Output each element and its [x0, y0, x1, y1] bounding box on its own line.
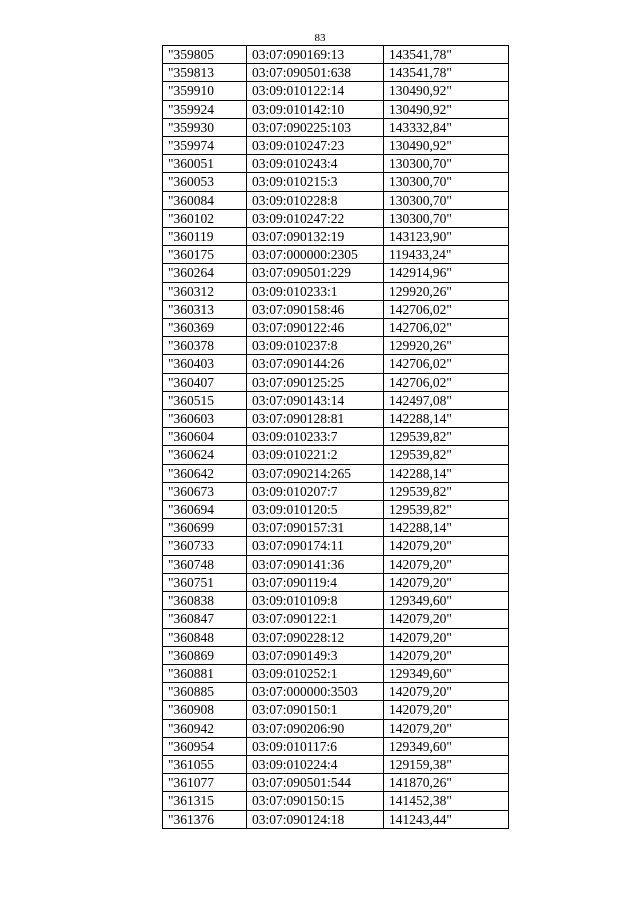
table-row [163, 646, 509, 664]
cadastral-number-cell: 03:07:090158:46 [247, 300, 384, 318]
row-id-cell: "359813 [163, 64, 247, 82]
row-id-cell: "360881 [163, 664, 247, 682]
amount-cell: 129349,60" [384, 592, 509, 610]
row-id-cell: "361055 [163, 755, 247, 773]
cadastral-number-cell: 03:09:010247:23 [247, 137, 384, 155]
row-id-cell: "361376 [163, 810, 247, 828]
table-row [163, 792, 509, 810]
cadastral-number-cell: 03:09:010247:22 [247, 209, 384, 227]
table-row [163, 664, 509, 682]
table-row [163, 64, 509, 82]
row-id-cell: "359910 [163, 82, 247, 100]
row-id-cell: "360869 [163, 646, 247, 664]
amount-cell: 142706,02" [384, 319, 509, 337]
table-row [163, 446, 509, 464]
amount-cell: 130490,92" [384, 137, 509, 155]
amount-cell: 129539,82" [384, 482, 509, 500]
table-row [163, 519, 509, 537]
table-row [163, 118, 509, 136]
amount-cell: 129539,82" [384, 446, 509, 464]
amount-cell: 142288,14" [384, 519, 509, 537]
amount-cell: 142288,14" [384, 410, 509, 428]
cadastral-number-cell: 03:07:090149:3 [247, 646, 384, 664]
row-id-cell: "360407 [163, 373, 247, 391]
table-row [163, 337, 509, 355]
cadastral-number-cell: 03:07:090122:46 [247, 319, 384, 337]
amount-cell: 142706,02" [384, 373, 509, 391]
amount-cell: 129349,60" [384, 664, 509, 682]
table-row [163, 464, 509, 482]
row-id-cell: "360885 [163, 683, 247, 701]
cadastral-number-cell: 03:07:090225:103 [247, 118, 384, 136]
cadastral-number-cell: 03:07:090143:14 [247, 391, 384, 409]
row-id-cell: "360102 [163, 209, 247, 227]
amount-cell: 130490,92" [384, 100, 509, 118]
cadastral-number-cell: 03:07:090501:229 [247, 264, 384, 282]
cadastral-number-cell: 03:09:010109:8 [247, 592, 384, 610]
cadastral-number-cell: 03:09:010243:4 [247, 155, 384, 173]
table-row [163, 719, 509, 737]
table-row [163, 137, 509, 155]
row-id-cell: "360748 [163, 555, 247, 573]
amount-cell: 142079,20" [384, 719, 509, 737]
amount-cell: 141452,38" [384, 792, 509, 810]
amount-cell: 142497,08" [384, 391, 509, 409]
row-id-cell: "360908 [163, 701, 247, 719]
amount-cell: 143123,90" [384, 228, 509, 246]
row-id-cell: "360624 [163, 446, 247, 464]
cadastral-number-cell: 03:07:090122:1 [247, 610, 384, 628]
amount-cell: 142079,20" [384, 555, 509, 573]
amount-cell: 143332,84" [384, 118, 509, 136]
row-id-cell: "360604 [163, 428, 247, 446]
cadastral-number-cell: 03:09:010122:14 [247, 82, 384, 100]
row-id-cell: "360313 [163, 300, 247, 318]
table-row [163, 300, 509, 318]
amount-cell: 130490,92" [384, 82, 509, 100]
cadastral-number-cell: 03:07:000000:2305 [247, 246, 384, 264]
cadastral-number-cell: 03:09:010117:6 [247, 737, 384, 755]
row-id-cell: "360053 [163, 173, 247, 191]
row-id-cell: "360603 [163, 410, 247, 428]
cadastral-number-cell: 03:07:090169:13 [247, 46, 384, 64]
cadastral-number-cell: 03:09:010233:1 [247, 282, 384, 300]
table-row [163, 410, 509, 428]
table-row [163, 282, 509, 300]
table-row [163, 373, 509, 391]
amount-cell: 129349,60" [384, 737, 509, 755]
table-row [163, 537, 509, 555]
table-row [163, 264, 509, 282]
amount-cell: 143541,78" [384, 46, 509, 64]
row-id-cell: "360378 [163, 337, 247, 355]
amount-cell: 129539,82" [384, 428, 509, 446]
cadastral-number-cell: 03:07:090150:1 [247, 701, 384, 719]
row-id-cell: "360699 [163, 519, 247, 537]
amount-cell: 142706,02" [384, 300, 509, 318]
row-id-cell: "359805 [163, 46, 247, 64]
cadastral-number-cell: 03:09:010237:8 [247, 337, 384, 355]
table-body [163, 46, 509, 829]
row-id-cell: "360694 [163, 501, 247, 519]
cadastral-number-cell: 03:09:010221:2 [247, 446, 384, 464]
amount-cell: 130300,70" [384, 209, 509, 227]
cadastral-number-cell: 03:09:010233:7 [247, 428, 384, 446]
cadastral-number-cell: 03:07:090174:11 [247, 537, 384, 555]
amount-cell: 141243,44" [384, 810, 509, 828]
table-row [163, 774, 509, 792]
cadastral-number-cell: 03:07:090119:4 [247, 573, 384, 591]
row-id-cell: "360642 [163, 464, 247, 482]
row-id-cell: "360051 [163, 155, 247, 173]
cadastral-number-cell: 03:07:090124:18 [247, 810, 384, 828]
amount-cell: 119433,24" [384, 246, 509, 264]
table-row [163, 155, 509, 173]
row-id-cell: "360369 [163, 319, 247, 337]
row-id-cell: "360673 [163, 482, 247, 500]
table-row [163, 683, 509, 701]
table-row [163, 592, 509, 610]
table-row [163, 82, 509, 100]
amount-cell: 142079,20" [384, 628, 509, 646]
amount-cell: 141870,26" [384, 774, 509, 792]
cadastral-number-cell: 03:09:010228:8 [247, 191, 384, 209]
row-id-cell: "361315 [163, 792, 247, 810]
cadastral-number-cell: 03:07:090228:12 [247, 628, 384, 646]
row-id-cell: "360848 [163, 628, 247, 646]
row-id-cell: "360847 [163, 610, 247, 628]
table-row [163, 482, 509, 500]
table-row [163, 355, 509, 373]
amount-cell: 130300,70" [384, 191, 509, 209]
amount-cell: 129920,26" [384, 337, 509, 355]
cadastral-number-cell: 03:07:090141:36 [247, 555, 384, 573]
table-row [163, 701, 509, 719]
table-row [163, 573, 509, 591]
cadastral-number-cell: 03:07:090144:26 [247, 355, 384, 373]
cadastral-number-cell: 03:09:010224:4 [247, 755, 384, 773]
row-id-cell: "360119 [163, 228, 247, 246]
cadastral-number-cell: 03:07:090150:15 [247, 792, 384, 810]
amount-cell: 142079,20" [384, 537, 509, 555]
row-id-cell: "360084 [163, 191, 247, 209]
cadastral-number-cell: 03:09:010142:10 [247, 100, 384, 118]
amount-cell: 142288,14" [384, 464, 509, 482]
data-table [162, 45, 509, 829]
row-id-cell: "360942 [163, 719, 247, 737]
amount-cell: 130300,70" [384, 155, 509, 173]
amount-cell: 143541,78" [384, 64, 509, 82]
table-row [163, 810, 509, 828]
table-row [163, 501, 509, 519]
row-id-cell: "361077 [163, 774, 247, 792]
row-id-cell: "360403 [163, 355, 247, 373]
row-id-cell: "360838 [163, 592, 247, 610]
amount-cell: 142079,20" [384, 573, 509, 591]
cadastral-number-cell: 03:07:090501:638 [247, 64, 384, 82]
amount-cell: 142079,20" [384, 610, 509, 628]
cadastral-number-cell: 03:07:090206:90 [247, 719, 384, 737]
table-row [163, 246, 509, 264]
cadastral-number-cell: 03:07:090125:25 [247, 373, 384, 391]
table-row [163, 428, 509, 446]
row-id-cell: "360264 [163, 264, 247, 282]
row-id-cell: "360515 [163, 391, 247, 409]
table-row [163, 737, 509, 755]
row-id-cell: "359930 [163, 118, 247, 136]
table-row [163, 191, 509, 209]
table-row [163, 391, 509, 409]
cadastral-number-cell: 03:07:090132:19 [247, 228, 384, 246]
amount-cell: 142079,20" [384, 683, 509, 701]
cadastral-number-cell: 03:07:090501:544 [247, 774, 384, 792]
amount-cell: 129920,26" [384, 282, 509, 300]
table-row [163, 319, 509, 337]
amount-cell: 142079,20" [384, 646, 509, 664]
cadastral-number-cell: 03:07:090128:81 [247, 410, 384, 428]
amount-cell: 130300,70" [384, 173, 509, 191]
table-row [163, 755, 509, 773]
table-row [163, 173, 509, 191]
row-id-cell: "360751 [163, 573, 247, 591]
row-id-cell: "360312 [163, 282, 247, 300]
row-id-cell: "360175 [163, 246, 247, 264]
cadastral-number-cell: 03:07:000000:3503 [247, 683, 384, 701]
cadastral-number-cell: 03:07:090214:265 [247, 464, 384, 482]
row-id-cell: "359974 [163, 137, 247, 155]
table-row [163, 100, 509, 118]
table-row [163, 209, 509, 227]
table-row [163, 228, 509, 246]
table-row [163, 628, 509, 646]
amount-cell: 142706,02" [384, 355, 509, 373]
amount-cell: 129539,82" [384, 501, 509, 519]
amount-cell: 129159,38" [384, 755, 509, 773]
table-row [163, 555, 509, 573]
cadastral-number-cell: 03:07:090157:31 [247, 519, 384, 537]
cadastral-number-cell: 03:09:010252:1 [247, 664, 384, 682]
table-row [163, 610, 509, 628]
table-row [163, 46, 509, 64]
cadastral-number-cell: 03:09:010215:3 [247, 173, 384, 191]
row-id-cell: "360954 [163, 737, 247, 755]
amount-cell: 142079,20" [384, 701, 509, 719]
amount-cell: 142914,96" [384, 264, 509, 282]
page-number: 83 [314, 32, 326, 44]
cadastral-number-cell: 03:09:010207:7 [247, 482, 384, 500]
row-id-cell: "360733 [163, 537, 247, 555]
row-id-cell: "359924 [163, 100, 247, 118]
cadastral-number-cell: 03:09:010120:5 [247, 501, 384, 519]
